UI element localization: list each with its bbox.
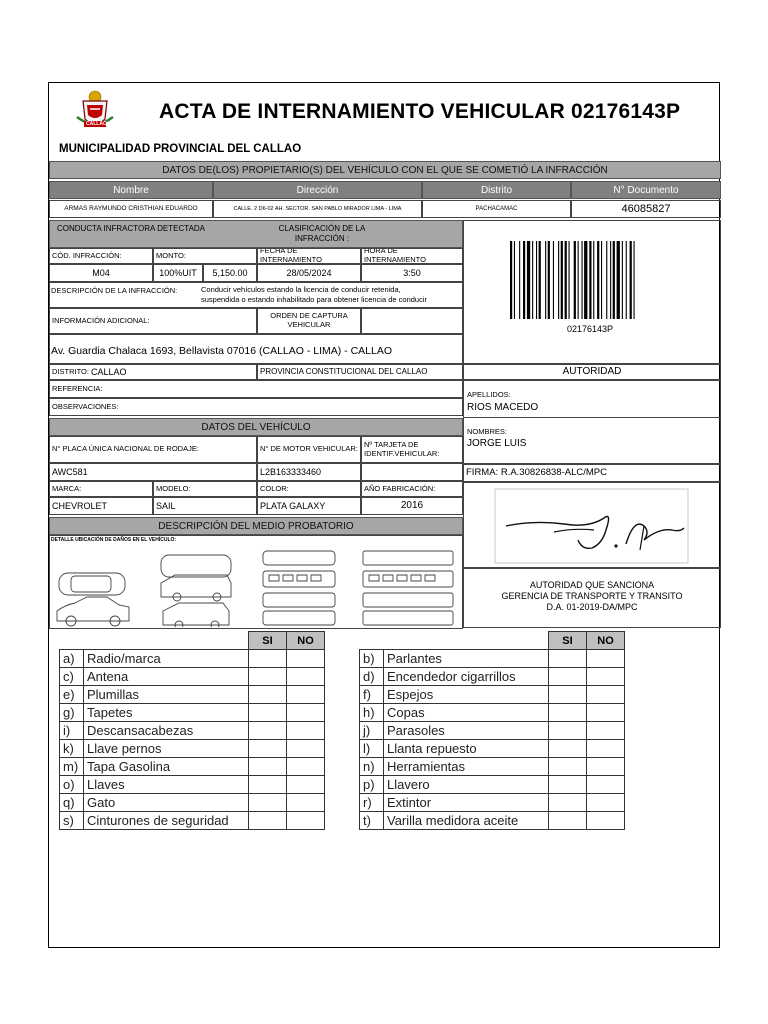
reference-label: REFERENCIA: [49, 380, 463, 398]
minibus-top-diagram [263, 551, 335, 565]
color-label: COLOR: [257, 481, 361, 497]
checklist-item-letter: n) [360, 758, 384, 776]
checklist-item-letter: m) [60, 758, 84, 776]
motor-label: N° DE MOTOR VEHICULAR: [257, 436, 361, 463]
checklist-item-letter: j) [360, 722, 384, 740]
checklist-item-letter: b) [360, 650, 384, 668]
damage-label: DETALLE UBICACIÓN DE DAÑOS EN EL VEHÍCULO: [51, 537, 177, 543]
checklist-yes-box[interactable] [549, 776, 587, 794]
checklist-item-name: Parasoles [384, 722, 549, 740]
checklist-row [60, 758, 325, 776]
checklist-yes-box[interactable] [249, 794, 287, 812]
province-cell: PROVINCIA CONSTITUCIONAL DEL CALLAO [257, 364, 463, 380]
checklist-item-name: Llave pernos [84, 740, 249, 758]
checklist-row [60, 650, 325, 668]
checklist-row [60, 812, 325, 830]
checklist-item-letter: e) [60, 686, 84, 704]
form-page [48, 82, 720, 948]
checklist-no-box[interactable] [587, 650, 625, 668]
checklist-item-name: Cinturones de seguridad [84, 812, 249, 830]
checklist-item-letter: o) [60, 776, 84, 794]
minibus-side-diagram-2 [263, 593, 335, 607]
district-cell [49, 364, 257, 380]
owner-name: ARMAS RAYMUNDO CRISTHIAN EDUARDO [49, 200, 213, 218]
sanction-line-1: AUTORIDAD QUE SANCIONA [529, 580, 655, 590]
checklist-yes-box[interactable] [249, 740, 287, 758]
checklist-no-box[interactable] [287, 650, 325, 668]
plate-value: AWC581 [49, 463, 257, 481]
checklist-yes-box[interactable] [249, 776, 287, 794]
authority-divider [463, 417, 721, 418]
checklist-yes-box[interactable] [549, 686, 587, 704]
checklist-no-box[interactable] [587, 740, 625, 758]
names-value: JORGE LUIS [467, 438, 527, 449]
checklist-item-letter: r) [360, 794, 384, 812]
checklist-item-letter: g) [60, 704, 84, 722]
bus-side-diagram [363, 571, 453, 587]
barcode-number: 02176143P [567, 324, 614, 334]
authority-title: AUTORIDAD [463, 364, 721, 380]
plate-label: N° PLACA ÚNICA NACIONAL DE RODAJE: [49, 436, 257, 463]
checklist-item-letter: h) [360, 704, 384, 722]
checklist-item-name: Extintor [384, 794, 549, 812]
checklist-item-name: Copas [384, 704, 549, 722]
logo-caption: CALLAO [86, 121, 107, 127]
checklist-no-box[interactable] [287, 686, 325, 704]
checklist-item-letter: t) [360, 812, 384, 830]
brand-label: MARCA: [49, 481, 153, 497]
checklist-item-letter: a) [60, 650, 84, 668]
owner-col-district: Distrito [422, 181, 571, 199]
district-value: CALLAO [90, 366, 127, 377]
checklist-yes-box[interactable] [549, 668, 587, 686]
checklist-item-name: Varilla medidora aceite [384, 812, 549, 830]
checklist-row [60, 668, 325, 686]
signature-image [494, 488, 689, 564]
capture-order-value [361, 308, 463, 334]
checklist-row [60, 722, 325, 740]
checklist-no-box[interactable] [287, 704, 325, 722]
checklist-no-box[interactable] [587, 686, 625, 704]
surnames-label: APELLIDOS: [467, 390, 511, 399]
location-address: Av. Guardia Chalaca 1693, Bellavista 07016 (CALLAO - LIMA) - CALLAO [51, 345, 393, 357]
owner-district: PACHACAMAC [422, 200, 571, 218]
checklist-no-box[interactable] [587, 812, 625, 830]
checklist-no-box[interactable] [587, 704, 625, 722]
signature-label: FIRMA: R.A.30826838-ALC/MPC [463, 464, 721, 482]
checklist-item-letter: d) [360, 668, 384, 686]
checklist-yes-box[interactable] [549, 650, 587, 668]
owner-col-address: Dirección [213, 181, 422, 199]
checklist-item-name: Encendedor cigarrillos [384, 668, 549, 686]
checklist-no-box[interactable] [587, 722, 625, 740]
checklist-right-yes-header: SI [549, 632, 587, 650]
amount-label: MONTO: [153, 248, 257, 264]
minibus-side-diagram [263, 571, 335, 587]
checklist-item-name: Herramientas [384, 758, 549, 776]
checklist-row [60, 686, 325, 704]
checklist-item-name: Descansacabezas [84, 722, 249, 740]
checklist-yes-box[interactable] [249, 650, 287, 668]
checklist-no-box[interactable] [287, 740, 325, 758]
vehicle-section-title: DATOS DEL VEHÍCULO [49, 418, 463, 436]
hour-label: HORA DE INTERNAMIENTO [361, 248, 463, 264]
checklist-row [360, 686, 625, 704]
uit-value: 100%UIT [153, 264, 203, 282]
checklist-item-name: Tapetes [84, 704, 249, 722]
description-line-2: suspendida o estando inhabilitado para obtener licencia de conducir [201, 295, 427, 304]
checklist-left-yes-header: SI [249, 632, 287, 650]
checklist-item-name: Llavero [384, 776, 549, 794]
checklist-left-no-header: NO [287, 632, 325, 650]
date-value: 28/05/2024 [257, 264, 361, 282]
checklist-right-no-header: NO [587, 632, 625, 650]
classification-label: CLASIFICACIÓN DE LA INFRACCIÓN : [278, 224, 366, 243]
checklist-no-box[interactable] [287, 794, 325, 812]
names-label: NOMBRES: [467, 427, 508, 436]
checklist-item-name: Antena [84, 668, 249, 686]
brand-value: CHEVROLET [49, 497, 153, 515]
year-value: 2016 [361, 497, 463, 515]
checklist-item-name: Gato [84, 794, 249, 812]
district-label: DISTRITO: [52, 366, 89, 376]
checklist-yes-box[interactable] [549, 794, 587, 812]
checklist-yes-box[interactable] [249, 758, 287, 776]
checklist-left [59, 631, 325, 830]
code-label: CÓD. INFRACCIÓN: [49, 248, 153, 264]
checklist-item-letter: q) [60, 794, 84, 812]
motor-value: L2B163333460 [257, 463, 361, 481]
conduct-label: CONDUCTA INFRACTORA DETECTADA [57, 224, 206, 233]
checklist-item-letter: f) [360, 686, 384, 704]
minibus-bottom-diagram [263, 611, 335, 625]
date-label: FECHA DE INTERNAMIENTO [257, 248, 361, 264]
checklist-item-letter: k) [60, 740, 84, 758]
owner-col-doc: N° Documento [571, 181, 721, 199]
van-side-diagram [161, 575, 231, 597]
checklist-yes-box[interactable] [249, 722, 287, 740]
municipality-name: MUNICIPALIDAD PROVINCIAL DEL CALLAO [59, 143, 302, 155]
checklist-no-box[interactable] [287, 776, 325, 794]
checklist-no-box[interactable] [587, 668, 625, 686]
checklist-row [60, 740, 325, 758]
checklist-row [360, 668, 625, 686]
checklist-no-box[interactable] [587, 794, 625, 812]
checklist-row [60, 794, 325, 812]
model-value: SAIL [153, 497, 257, 515]
hour-value: 3:50 [361, 264, 463, 282]
checklist-item-name: Llanta repuesto [384, 740, 549, 758]
surnames-value: RIOS MACEDO [467, 402, 539, 413]
checklist-no-box[interactable] [287, 812, 325, 830]
amount-value: 5,150.00 [203, 264, 257, 282]
year-label: AÑO FABRICACIÓN: [361, 481, 463, 497]
checklist-row [360, 650, 625, 668]
bus-top-diagram [363, 551, 453, 565]
checklist-row [360, 740, 625, 758]
code-value: M04 [49, 264, 153, 282]
checklist-yes-box[interactable] [549, 722, 587, 740]
checklist-item-letter: i) [60, 722, 84, 740]
bus-bottom-diagram [363, 611, 453, 625]
checklist-item-letter: s) [60, 812, 84, 830]
checklist-yes-box[interactable] [549, 812, 587, 830]
sanction-line-3: D.A. 01-2019-DA/MPC [546, 602, 638, 612]
checklist-item-name: Radio/marca [84, 650, 249, 668]
card-value [361, 463, 463, 481]
checklist-item-name: Tapa Gasolina [84, 758, 249, 776]
description-label: DESCRIPCIÓN DE LA INFRACCIÓN: [51, 286, 178, 295]
checklist-yes-box[interactable] [249, 704, 287, 722]
model-label: MODELO: [153, 481, 257, 497]
checklist-yes-box[interactable] [549, 740, 587, 758]
van-side-diagram-2 [163, 603, 229, 625]
card-label: Nº TARJETA DE IDENTIF.VEHICULAR: [361, 436, 463, 463]
checklist-right [359, 631, 625, 830]
evidence-section-title: DESCRIPCIÓN DEL MEDIO PROBATORIO [49, 517, 463, 535]
checklist-no-box[interactable] [587, 758, 625, 776]
owner-section-title: DATOS DE(LOS) PROPIETARIO(S) DEL VEHÍCULO CON EL QUE SE COMETIÓ LA INFRACCIÓN [49, 161, 721, 179]
checklist-yes-box[interactable] [249, 668, 287, 686]
damage-diagram [51, 545, 461, 627]
checklist-row [360, 812, 625, 830]
checklist-row [360, 794, 625, 812]
checklist-row [360, 758, 625, 776]
checklist-row [360, 704, 625, 722]
checklist-item-letter: p) [360, 776, 384, 794]
checklist-no-box[interactable] [287, 668, 325, 686]
checklist-yes-box[interactable] [249, 686, 287, 704]
owner-doc: 46085827 [571, 200, 721, 218]
checklist-row [60, 776, 325, 794]
checklist-yes-box[interactable] [249, 812, 287, 830]
checklist-yes-box[interactable] [549, 704, 587, 722]
owner-col-name: Nombre [49, 181, 213, 199]
checklist-item-name: Llaves [84, 776, 249, 794]
description-line-1: Conducir vehículos estando la licencia de conducir retenida, [201, 285, 401, 294]
checklist-row [60, 704, 325, 722]
checklist-item-name: Parlantes [384, 650, 549, 668]
checklist-row [360, 776, 625, 794]
checklist-item-letter: c) [60, 668, 84, 686]
color-value: PLATA GALAXY [257, 497, 361, 515]
capture-order-label: ORDEN DE CAPTURA VEHICULAR [257, 308, 361, 334]
checklist-no-box[interactable] [287, 722, 325, 740]
sanction-line-2: GERENCIA DE TRANSPORTE Y TRANSITO [501, 591, 683, 601]
barcode-image [510, 241, 672, 319]
checklist-item-letter: l) [360, 740, 384, 758]
owner-address: CALLE. 2 D6-02 AH. SECTOR. SAN PABLO MIRADOR LIMA - LIMA [213, 200, 422, 218]
checklist-item-name: Plumillas [84, 686, 249, 704]
municipal-logo [73, 87, 117, 131]
checklist-no-box[interactable] [587, 776, 625, 794]
checklist-row [360, 722, 625, 740]
checklist-item-name: Espejos [384, 686, 549, 704]
additional-info-label: INFORMACIÓN ADICIONAL: [49, 308, 257, 334]
page-title: ACTA DE INTERNAMIENTO VEHICULAR 02176143P [159, 100, 681, 123]
van-top-diagram [161, 555, 231, 577]
checklist-no-box[interactable] [287, 758, 325, 776]
checklist-yes-box[interactable] [549, 758, 587, 776]
observations-label: OBSERVACIONES: [49, 398, 463, 416]
bus-side-diagram-2 [363, 593, 453, 607]
